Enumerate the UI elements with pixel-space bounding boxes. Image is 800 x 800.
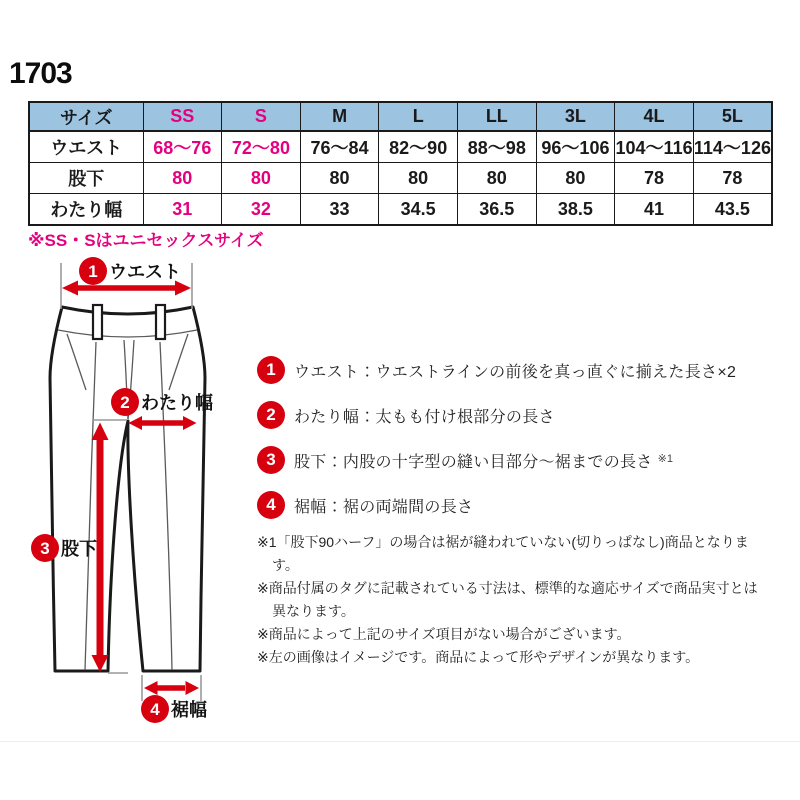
size-table-row — [29, 163, 772, 194]
description-text: 股下：内股の十字型の縫い目部分～裾までの長さ — [294, 453, 653, 471]
image-bottom-divider — [0, 741, 800, 742]
size-value-cell: 80 — [379, 163, 458, 194]
size-value-cell: 43.5 — [693, 194, 772, 226]
footnote: ※商品付属のタグに記載されている寸法は、標準的な適応サイズで商品実寸とは異なります。 — [257, 580, 758, 619]
description-number-badge: 1 — [257, 356, 285, 384]
size-value-cell: 80 — [222, 163, 301, 194]
size-table — [28, 101, 773, 226]
size-table-header-row — [29, 102, 772, 131]
footnote: ※左の画像はイメージです。商品によって形やデザインが異なります。 — [257, 649, 700, 665]
hem-measure — [141, 681, 207, 723]
size-value-cell: 41 — [615, 194, 694, 226]
size-column-header: SS — [143, 102, 222, 131]
measure-label-hem: 裾幅 — [171, 700, 207, 720]
row-label: 股下 — [29, 163, 143, 194]
belt-loop — [156, 305, 165, 339]
size-value-cell: 80 — [458, 163, 537, 194]
size-value-cell: 114～126 — [693, 131, 772, 163]
size-value-cell: 96～106 — [536, 131, 615, 163]
description-number-badge: 4 — [257, 491, 285, 519]
row-label: わたり幅 — [29, 194, 143, 226]
measure-label-waist: ウエスト — [109, 262, 181, 282]
measure-badge-number: 4 — [150, 700, 160, 719]
row-label: ウエスト — [29, 131, 143, 163]
size-value-cell: 72～80 — [222, 131, 301, 163]
size-value-cell: 31 — [143, 194, 222, 226]
arrow-head-right-icon — [175, 281, 191, 296]
size-value-cell: 80 — [143, 163, 222, 194]
description-text: ウエスト：ウエストラインの前後を真っ直ぐに揃えた長さ×2 — [294, 363, 737, 381]
size-table-body — [29, 131, 772, 225]
size-table-row — [29, 194, 772, 226]
arrow-head-left-icon — [144, 681, 158, 695]
size-table-corner-header: サイズ — [29, 102, 143, 131]
description-number-badge: 2 — [257, 401, 285, 429]
size-value-cell: 78 — [693, 163, 772, 194]
size-value-cell: 80 — [536, 163, 615, 194]
waist-measure — [62, 257, 191, 296]
pants-measurement-diagram — [20, 250, 280, 750]
size-value-cell: 36.5 — [458, 194, 537, 226]
size-value-cell: 38.5 — [536, 194, 615, 226]
size-value-cell: 82～90 — [379, 131, 458, 163]
size-value-cell: 78 — [615, 163, 694, 194]
size-value-cell: 88～98 — [458, 131, 537, 163]
product-code: 1703 — [9, 57, 72, 90]
measurement-description — [257, 446, 736, 474]
measurement-description — [257, 401, 736, 429]
size-value-cell: 34.5 — [379, 194, 458, 226]
description-text: わたり幅：太もも付け根部分の長さ — [294, 408, 555, 426]
size-column-header: M — [300, 102, 379, 131]
measure-descriptions — [257, 356, 736, 536]
size-column-header: L — [379, 102, 458, 131]
footnote: ※商品によって上記のサイズ項目がない場合がございます。 — [257, 626, 631, 642]
size-value-cell: 32 — [222, 194, 301, 226]
size-value-cell: 33 — [300, 194, 379, 226]
size-value-cell: 68～76 — [143, 131, 222, 163]
measurement-description — [257, 491, 736, 519]
arrow-head-left-icon — [62, 281, 78, 296]
measure-label-thigh: わたり幅 — [141, 393, 213, 413]
size-value-cell: 80 — [300, 163, 379, 194]
measure-badge-number: 2 — [120, 393, 130, 412]
arrow-head-right-icon — [186, 681, 200, 695]
size-column-header: S — [222, 102, 301, 131]
unisex-note: ※SS・Sはユニセックスサイズ — [28, 231, 264, 250]
measurement-description — [257, 356, 736, 384]
pants-outline — [50, 307, 205, 671]
pants-drawing — [50, 305, 205, 671]
size-column-header: 3L — [536, 102, 615, 131]
measure-badge-number: 3 — [40, 539, 50, 558]
size-value-cell: 76～84 — [300, 131, 379, 163]
description-text: 裾幅：裾の両端間の長さ — [294, 498, 474, 516]
measure-label-inseam: 股下 — [61, 539, 97, 559]
size-column-header: 5L — [693, 102, 772, 131]
size-value-cell: 104～116 — [615, 131, 694, 163]
size-table-row — [29, 131, 772, 163]
measure-badge-number: 1 — [88, 262, 98, 281]
size-column-header: LL — [458, 102, 537, 131]
belt-loop — [93, 305, 102, 339]
footnotes — [257, 531, 761, 669]
footnote: ※1「股下90ハーフ」の場合は裾が縫われていない(切りっぱなし)商品となります。 — [257, 534, 749, 573]
size-column-header: 4L — [615, 102, 694, 131]
description-number-badge: 3 — [257, 446, 285, 474]
description-footnote-ref: ※1 — [657, 453, 673, 465]
